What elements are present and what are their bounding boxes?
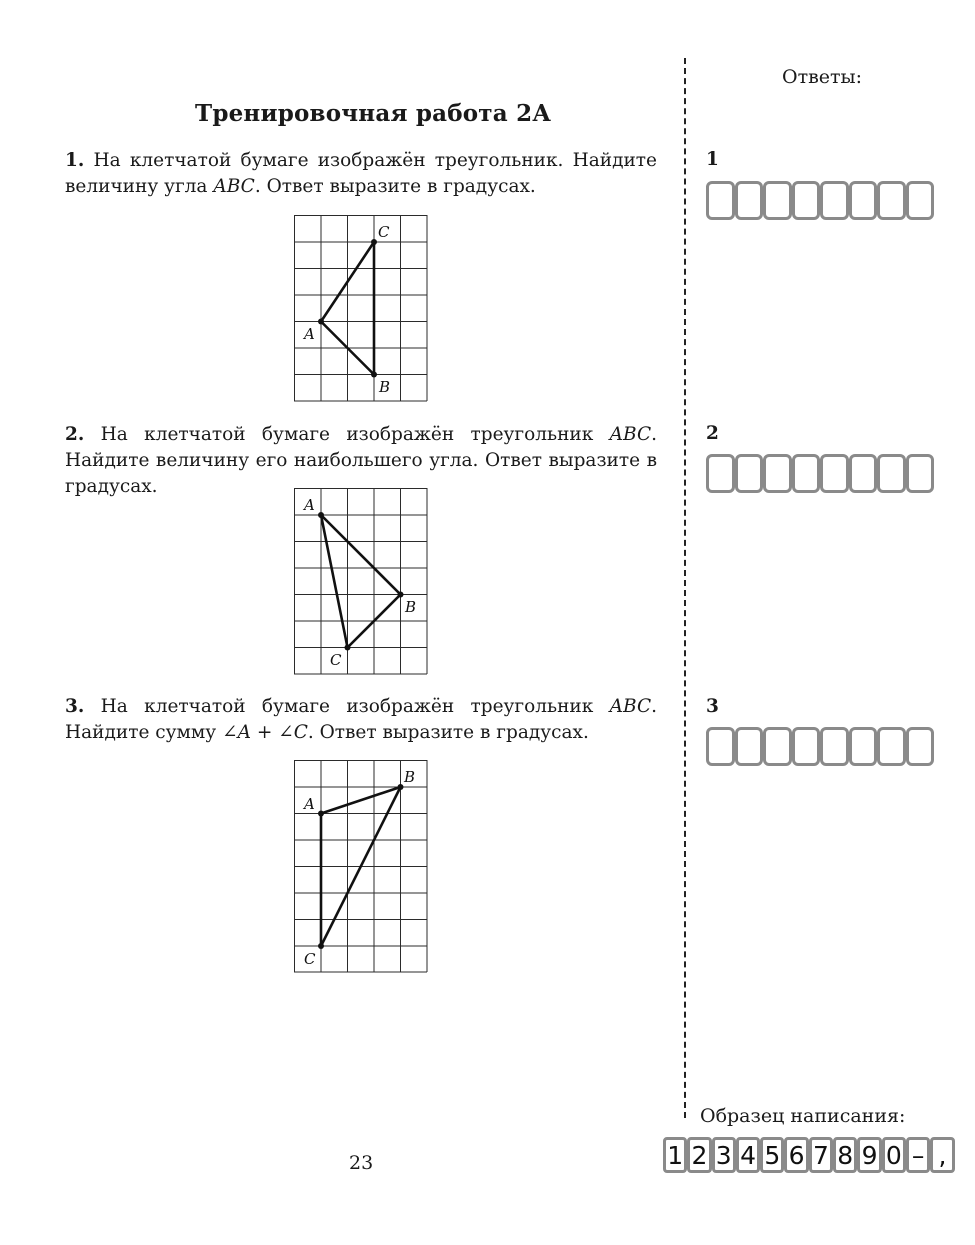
grid	[294, 215, 427, 402]
task-text: . Ответ выразите в градусах.	[307, 722, 589, 743]
task-number: 3.	[65, 696, 85, 717]
task-1-text	[65, 148, 657, 200]
answer-cell[interactable]	[763, 454, 792, 493]
answer-cell[interactable]	[877, 454, 906, 493]
answer-cell[interactable]	[877, 181, 906, 220]
task-1-figure	[294, 215, 430, 405]
label-a: A	[304, 496, 315, 514]
answer-cell[interactable]	[706, 181, 735, 220]
answer-cell[interactable]	[906, 181, 935, 220]
answer-field-1[interactable]	[706, 181, 934, 220]
answer-cell[interactable]	[849, 727, 878, 766]
label-c: C	[304, 950, 316, 968]
sample-char: ,	[930, 1137, 954, 1173]
answer-cell[interactable]	[706, 454, 735, 493]
task-number: 2.	[65, 424, 85, 445]
answer-number-2: 2	[706, 423, 719, 444]
task-2-figure	[294, 488, 430, 678]
answer-field-2[interactable]	[706, 454, 934, 493]
answer-cell[interactable]	[820, 727, 849, 766]
label-c: C	[330, 651, 342, 669]
sample-char: 9	[857, 1137, 881, 1173]
task-3-text	[65, 694, 657, 746]
answer-cell[interactable]	[792, 727, 821, 766]
answer-number-1: 1	[706, 149, 719, 170]
label-a: A	[304, 795, 315, 813]
sample-char: 7	[809, 1137, 833, 1173]
sample-char: 3	[712, 1137, 736, 1173]
task-text: На клетчатой бумаге изображён треугольник. Найдите величину угла	[65, 150, 657, 197]
task-text: . Найдите сумму	[65, 696, 657, 743]
task-italic: ABC	[213, 176, 255, 197]
label-b: B	[405, 598, 417, 616]
label-a: A	[304, 325, 315, 343]
sample-digits	[663, 1137, 955, 1173]
task-number: 1.	[65, 150, 85, 171]
label-b: B	[379, 378, 391, 396]
answer-cell[interactable]	[877, 727, 906, 766]
vertex-a	[318, 319, 324, 325]
label-b: B	[404, 768, 416, 786]
task-text: На клетчатой бумаге изображён треугольник	[84, 696, 610, 717]
answer-cell[interactable]	[735, 181, 764, 220]
sample-char: 0	[882, 1137, 906, 1173]
page-number: 23	[349, 1152, 374, 1174]
answers-heading: Ответы:	[782, 66, 863, 88]
answer-cell[interactable]	[906, 727, 935, 766]
sample-char: 1	[663, 1137, 687, 1173]
side-ab	[321, 515, 401, 595]
vertex-c	[345, 645, 351, 651]
vertex-a	[318, 811, 324, 817]
sample-char: –	[906, 1137, 930, 1173]
vertex-b	[398, 784, 404, 790]
sample-heading: Образец написания:	[700, 1105, 906, 1127]
answer-cell[interactable]	[849, 454, 878, 493]
answer-cell[interactable]	[849, 181, 878, 220]
task-text: На клетчатой бумаге изображён треугольник	[84, 424, 610, 445]
sample-char: 8	[833, 1137, 857, 1173]
side-ac	[321, 515, 348, 648]
grid	[294, 488, 427, 675]
vertex-c	[371, 239, 377, 245]
answer-cell[interactable]	[735, 454, 764, 493]
vertex-a	[318, 512, 324, 518]
sample-char: 2	[687, 1137, 711, 1173]
task-italic: ABC	[609, 424, 652, 445]
answer-cell[interactable]	[763, 181, 792, 220]
answer-cell[interactable]	[763, 727, 792, 766]
answer-cell[interactable]	[820, 181, 849, 220]
answer-cell[interactable]	[706, 727, 735, 766]
task-3-figure	[294, 760, 430, 976]
task-italic: ABC	[609, 696, 652, 717]
answer-cell[interactable]	[820, 454, 849, 493]
page-title: Тренировочная работа 2А	[195, 100, 552, 127]
label-c: C	[378, 223, 390, 241]
task-text: . Ответ выразите в градусах.	[254, 176, 536, 197]
cut-line	[684, 58, 686, 1118]
task-text: . Найдите величину его наибольшего угла. Ответ выразите в градусах.	[65, 424, 657, 497]
sample-char: 4	[736, 1137, 760, 1173]
task-italic: ∠A + ∠C	[222, 722, 308, 743]
answer-cell[interactable]	[792, 454, 821, 493]
sample-char: 5	[760, 1137, 784, 1173]
answer-cell[interactable]	[906, 454, 935, 493]
answer-number-3: 3	[706, 696, 719, 717]
answer-field-3[interactable]	[706, 727, 934, 766]
answer-cell[interactable]	[735, 727, 764, 766]
vertex-b	[371, 372, 377, 378]
vertex-b	[398, 592, 404, 598]
sample-char: 6	[784, 1137, 808, 1173]
answer-cell[interactable]	[792, 181, 821, 220]
vertex-c	[318, 943, 324, 949]
